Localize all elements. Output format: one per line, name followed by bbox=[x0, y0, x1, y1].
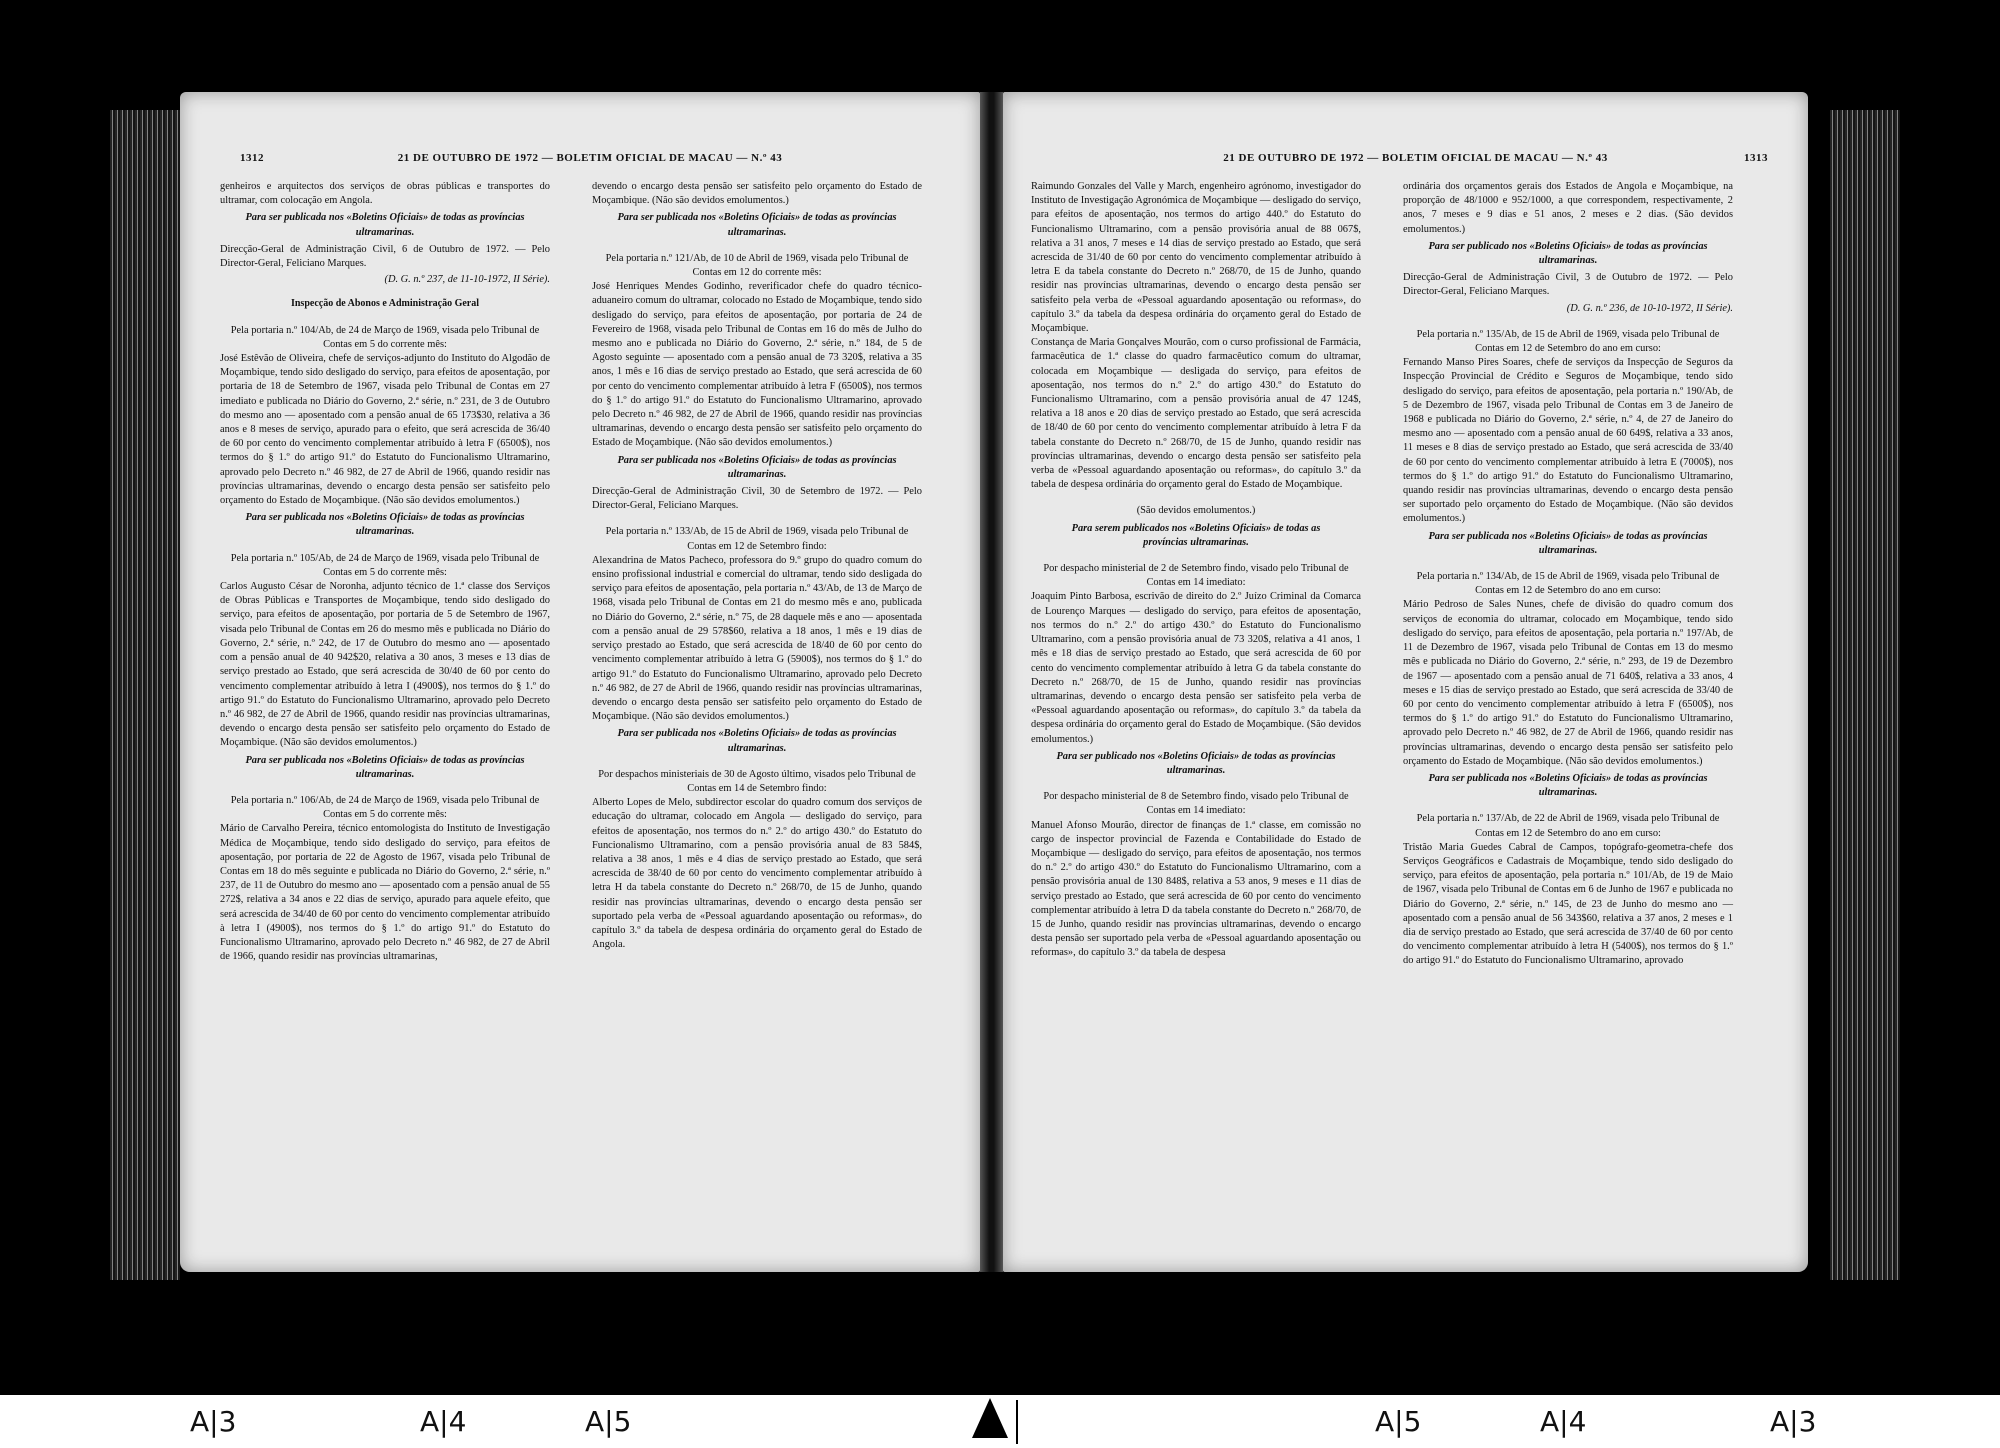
gazette-reference: (D. G. n.º 236, de 10-10-1972, II Série). bbox=[1566, 302, 1733, 314]
decree-intro: Por despacho ministerial de 8 de Setembro findo, visado pelo Tribunal de Contas em 14 imediato: bbox=[1043, 791, 1349, 817]
signature-line: Direcção-Geral de Administração Civil, 30 de Setembro de 1972. — Pelo Director-Geral, Feliciano Marques. bbox=[592, 486, 922, 512]
paragraph: Manuel Afonso Mourão, director de finanças de 1.ª classe, em comissão no cargo de inspector provincial de Fazenda e Contabilidade do Estado de Moçambique — desligado do serviço, para efeitos de aposentação, nos termos do n.º 2.º do artigo 430.º do Estatuto do Funcionalismo Ultramarino, com a pensão provisória anual de 130 848$, relativa a 53 anos, 9 meses e 11 dias de serviço prestado ao Estado, que será acrescida de 60 por cento do vencimento complementar atribuído à letra D da tabela constante do Decreto n.º 268/70, de 15 de Junho, quando residir nas províncias ultramarinas, devendo o encargo desta pensão ser suportado pela verba de «Pessoal aguardando aposentação ou reformas», do capítulo 3.º da tabela de despesa bbox=[1031, 819, 1361, 959]
right-col-1 bbox=[1031, 180, 1361, 961]
paragraph: Alberto Lopes de Melo, subdirector escolar do quadro comum dos serviços de educação do ultramar, colocado em Angola — desligado do serviço, para efeitos de aposentação, nos termos do n.º 2.º do artigo 430.º do Estatuto do Funcionalismo Ultramarino, com a pensão provisória anual de 83 584$, relativa a 38 anos, 1 mês e 4 dias de serviço prestado ao Estado, que será acrescida de 38/40 de 60 por cento do vencimento complementar atribuído à letra H da tabela constante do Decreto n.º 268/70, de 15 de Junho, quando residir nas províncias ultramarinas, devendo o encargo desta pensão ser suportado pela verba de «Pessoal aguardando aposentação ou reformas», do capítulo 3.º da tabela de despesa ordinária do orçamento geral do Estado de Angola. bbox=[592, 797, 922, 951]
film-mark: A|4 bbox=[420, 1405, 467, 1438]
paragraph: Carlos Augusto César de Noronha, adjunto técnico de 1.ª classe dos Serviços de Obras Públicas e Transportes de Moçambique, tendo sido desligado do serviço, para efeitos de aposentação, por portaria de 5 de Setembro de 1967, visada pelo Tribunal de Contas em 26 do mesmo mês e publicada no Diário do Governo, 2.ª série, n.º 242, de 17 de Outubro do mesmo ano — aposentado com a pensão anual de 40 942$20, relativa a 30 anos, 3 meses e 13 dias de serviço prestado ao Estado, que será acrescida de 30/40 de 60 por cento do vencimento complementar atribuído à letra I (4900$), nos termos do § 1.º do artigo 91.º do Estatuto do Funcionalismo Ultramarino, aprovado pelo Decreto n.º 46 982, de 27 de Abril de 1966, quando residir nas províncias ultramarinas, devendo o encargo desta pensão ser satisfeito pelo orçamento do Estado de Moçambique. (Não são devidos emolumentos.) bbox=[220, 581, 550, 749]
publication-note: Para ser publicada nos «Boletins Oficiais» de todas as províncias ultramarinas. bbox=[617, 454, 897, 480]
gazette-reference: (D. G. n.º 237, de 11-10-1972, II Série). bbox=[384, 274, 550, 286]
section-heading: Inspecção de Abonos e Administração Geral bbox=[290, 298, 480, 310]
publication-note: Para ser publicado nos «Boletins Oficiais» de todas as províncias ultramarinas. bbox=[1428, 240, 1708, 267]
right-page bbox=[1003, 92, 1808, 1272]
publication-note: Para serem publicados nos «Boletins Oficiais» de todas as províncias ultramarinas. bbox=[1071, 522, 1321, 548]
signature-line: Direcção-Geral de Administração Civil, 6 de Outubro de 1972. — Pelo Director-Geral, Feliciano Marques. bbox=[220, 243, 550, 270]
signature-line: Direcção-Geral de Administração Civil, 3 de Outubro de 1972. — Pelo Director-Geral, Feliciano Marques. bbox=[1403, 272, 1733, 298]
film-center-tick bbox=[1016, 1400, 1018, 1444]
publication-note: Para ser publicado nos «Boletins Oficiais» de todas as províncias ultramarinas. bbox=[1056, 750, 1336, 776]
decree-intro: Pela portaria n.º 105/Ab, de 24 de Março de 1969, visada pelo Tribunal de Contas em 5 do corrente mês: bbox=[230, 552, 540, 578]
film-mark: A|3 bbox=[1770, 1405, 1817, 1438]
publication-note: Para ser publicada nos «Boletins Oficiais» de todas as províncias ultramarinas. bbox=[617, 212, 897, 238]
book-gutter bbox=[980, 92, 1003, 1272]
publication-note: Para ser publicada nos «Boletins Oficiais» de todas as províncias ultramarinas. bbox=[617, 728, 897, 754]
publication-note: Para ser publicada nos «Boletins Oficiais» de todas as províncias ultramarinas. bbox=[1428, 772, 1708, 799]
left-page bbox=[180, 92, 980, 1272]
right-col-2 bbox=[1403, 180, 1733, 969]
right-page-number: 1313 bbox=[1744, 152, 1768, 164]
decree-intro: Pela portaria n.º 104/Ab, de 24 de Março de 1969, visada pelo Tribunal de Contas em 5 do corrente mês: bbox=[230, 324, 540, 350]
decree-intro: Pela portaria n.º 135/Ab, de 15 de Abril de 1969, visada pelo Tribunal de Contas em 12 de Setembro do ano em curso: bbox=[1416, 328, 1720, 355]
decree-intro: Por despachos ministeriais de 30 de Agosto último, visados pelo Tribunal de Contas em 14 de Setembro findo: bbox=[598, 768, 916, 794]
paragraph: Alexandrina de Matos Pacheco, professora do 9.º grupo do quadro comum do ensino profissional industrial e comercial do ultramar, tendo sido desligada do serviço para efeitos de aposentação, pela portaria n.º 43/Ab, de 13 de Março de 1968, visada pelo Tribunal de Contas em 21 do mesmo mês e ano, publicada no Diário do Governo, 2.ª série, n.º 75, de 28 daquele mês e ano — aposentada com a pensão anual de 29 578$60, relativa a 18 anos, 1 mês e 19 dias de serviço prestado ao Estado, que será acrescida de 18/40 de 60 por cento do vencimento complementar atribuído à letra G (5900$), nos termos do § 1.º do artigo 91.º do Estatuto do Funcionalismo Ultramarino, aprovado pelo Decreto n.º 46 982, de 27 de Abril de 1966, quando residir nas províncias ultramarinas, devendo o encargo desta pensão ser satisfeito pelo orçamento do Estado de Moçambique. (Não são devidos emolumentos.) bbox=[592, 554, 922, 723]
right-running-head bbox=[1063, 152, 1768, 170]
film-mark: A|4 bbox=[1540, 1405, 1587, 1438]
left-head-title: 21 DE OUTUBRO DE 1972 — BOLETIM OFICIAL DE MACAU — N.º 43 bbox=[397, 152, 783, 164]
paragraph: Mário Pedroso de Sales Nunes, chefe de divisão do quadro comum dos serviços de economia do ultramar, colocado em Moçambique, tendo sido desligado do serviço, para efeitos de aposentação, pela portaria n.º 197/Ab, de 11 de Dezembro de 1967, visada pelo Tribunal de Contas em 13 do mesmo mês e publicada no Diário do Governo, 2.ª série, n.º 293, de 19 de Dezembro de 1967 — aposentado com a pensão anual de 71 640$, relativa a 33 anos, 4 meses e 15 dias de serviço prestado ao Estado, que será acrescida de 33/40 de 60 por cento do vencimento complementar atribuído à letra F (6500$), nos termos do § 1.º do artigo 91.º do Estatuto do Funcionalismo Ultramarino, aprovado pelo Decreto n.º 46 982, de 27 de Abril de 1966, quando residir nas províncias ultramarinas, devendo o encargo desta pensão ser satisfeito pelo orçamento do Estado de Moçambique. (Não são devidos emolumentos.) bbox=[1403, 599, 1733, 767]
left-page-number: 1312 bbox=[240, 152, 264, 164]
publication-note: Para ser publicada nos «Boletins Oficiais» de todas as províncias ultramarinas. bbox=[245, 212, 525, 238]
decree-intro: Pela portaria n.º 106/Ab, de 24 de Março de 1969, visada pelo Tribunal de Contas em 5 do corrente mês: bbox=[230, 794, 540, 821]
paragraph: Raimundo Gonzales del Valle y March, engenheiro agrónomo, investigador do Instituto de Investigação Agronómica de Moçambique — desligado do serviço, para efeitos de aposentação, nos termos do artigo 440.º do Estatuto do Funcionalismo Ultramarino, com a pensão provisória anual de 88 067$, relativa a 31 anos, 7 meses e 14 dias de serviço prestado ao Estado, que será acrescida de 31/40 de 60 por cento do vencimento complementar atribuído à letra E da tabela constante do Decreto n.º 268/70, de 15 de Junho, quando residir nas províncias ultramarinas, devendo o encargo desta pensão ser satisfeito pela verba de «Pessoal aguardando aposentação ou reformas», do capítulo 3.º da tabela da despesa ordinária do orçamento geral do Estado de Moçambique. bbox=[1031, 181, 1361, 335]
right-head-title: 21 DE OUTUBRO DE 1972 — BOLETIM OFICIAL DE MACAU — N.º 43 bbox=[1223, 152, 1608, 164]
left-running-head bbox=[240, 152, 940, 170]
paragraph: devendo o encargo desta pensão ser satisfeito pelo orçamento do Estado de Moçambique. (Não são devidos emolumentos.) bbox=[592, 181, 922, 207]
decree-intro: Pela portaria n.º 133/Ab, de 15 de Abril de 1969, visada pelo Tribunal de Contas em 12 de Setembro findo: bbox=[605, 526, 909, 552]
paragraph: Constança de Maria Gonçalves Mourão, com o curso profissional de Farmácia, farmacêutica de 1.ª classe do quadro farmacêutico comum do ultramar, colocada em Moçambique — desligada do serviço, para efeitos de aposentação, nos termos do n.º 2.º do artigo 430.º do Estatuto do Funcionalismo Ultramarino, com a pensão provisória anual de 47 124$, relativa a 18 anos e 20 dias de serviço prestado ao Estado, que será acrescida de 18/40 de 60 por cento do vencimento complementar atribuído à letra F da tabela constante do Decreto n.º 268/70, de 15 de Junho, quando residir nas províncias ultramarinas, devendo o encargo desta pensão ser satisfeito pela verba de «Pessoal aguardando aposentação ou reformas», do capítulo 3.º da tabela de despesa ordinária do orçamento geral do Estado de Moçambique. bbox=[1031, 337, 1361, 491]
film-notch bbox=[972, 1398, 1008, 1438]
film-mark: A|5 bbox=[1375, 1405, 1422, 1438]
publication-note: Para ser publicada nos «Boletins Oficiais» de todas as províncias ultramarinas. bbox=[1428, 530, 1708, 556]
left-col-1 bbox=[220, 180, 550, 964]
decree-intro: Pela portaria n.º 137/Ab, de 22 de Abril de 1969, visada pelo Tribunal de Contas em 12 de Setembro do ano em curso: bbox=[1416, 813, 1720, 839]
paragraph: Fernando Manso Pires Soares, chefe de serviços da Inspecção de Seguros da Inspecção Provincial de Crédito e Seguros de Moçambique, tendo sido desligado do serviço, para efeitos de aposentação, pela portaria n.º 190/Ab, de 5 de Dezembro de 1967, visada pelo Tribunal de Contas em 3 de Janeiro de 1968 e publicada no Diário do Governo, 2.ª série, n.º 4, de 27 de Janeiro do mesmo ano — aposentado com a pensão anual de 60 649$, relativa a 33 anos, 11 meses e 8 dias de serviço prestado ao Estado, que será acrescida de 33/40 de 60 por cento do vencimento complementar atribuído à letra E (7000$), nos termos do § 1.º do artigo 91.º do Estatuto do Funcionalismo Ultramarino, quando residir nas províncias ultramarinas, devendo o encargo desta pensão ser suportado pelo orçamento do Estado de Moçambique. (Não são devidos emolumentos.) bbox=[1403, 357, 1733, 525]
left-page-edges bbox=[110, 110, 180, 1280]
decree-intro: Pela portaria n.º 134/Ab, de 15 de Abril de 1969, visada pelo Tribunal de Contas em 12 de Setembro do ano em curso: bbox=[1416, 571, 1720, 597]
film-mark: A|5 bbox=[585, 1405, 632, 1438]
decree-intro: Por despacho ministerial de 2 de Setembro findo, visado pelo Tribunal de Contas em 14 imediato: bbox=[1043, 563, 1349, 589]
publication-note: Para ser publicada nos «Boletins Oficiais» de todas as províncias ultramarinas. bbox=[245, 754, 525, 780]
left-col-2 bbox=[592, 180, 922, 952]
publication-note: Para ser publicada nos «Boletins Oficiais» de todas as províncias ultramarinas. bbox=[245, 512, 525, 538]
paragraph: José Henriques Mendes Godinho, reverificador chefe do quadro técnico-aduaneiro comum do ultramar, colocado no Estado de Moçambique, tendo sido desligado do serviço, para efeitos de aposentação, por portaria de 24 de Fevereiro de 1968, visada pelo Tribunal de Contas em 16 do mês de Julho do mesmo ano e publicada no Diário do Governo, 2.ª série, n.º 184, de 5 de Agosto seguinte — aposentado com a pensão anual de 73 320$, relativa a 35 anos, 1 mês e 16 dias de serviço prestado ao Estado, que será acrescida de 60 por cento do vencimento complementar atribuído à letra F (6500$), nos termos do § 1.º do artigo 91.º do Estatuto do Funcionalismo Ultramarino, aprovado pelo Decreto n.º 46 982, de 27 de Abril de 1966, quando residir nas províncias ultramarinas, devendo o encargo desta pensão ser satisfeito pelo orçamento do Estado de Moçambique. (Não são devidos emolumentos.) bbox=[592, 281, 922, 449]
paragraph: Tristão Maria Guedes Cabral de Campos, topógrafo-geometra-chefe dos Serviços Geográficos e Cadastrais de Moçambique, tendo sido desligado do serviço, para efeitos de aposentação, pela portaria n.º 101/Ab, de 19 de Maio de 1967, visada pelo Tribunal de Contas em 6 de Junho de 1967 e publicada no Diário do Governo, 2.ª série, n.º 145, de 23 de Junho do mesmo ano — aposentado com a pensão anual de 56 343$60, relativa a 37 anos, 2 meses e 1 dia de serviço prestado ao Estado, que será acrescida de 37/40 de 60 por cento do vencimento complementar atribuído à letra H (5400$), nos termos do § 1.º do artigo 91.º do Estatuto do Funcionalismo Ultramarino, aprovado bbox=[1403, 841, 1733, 967]
film-mark: A|3 bbox=[190, 1405, 237, 1438]
paragraph: Mário de Carvalho Pereira, técnico entomologista do Instituto de Investigação Médica de Moçambique, tendo sido desligado do serviço, para efeitos de aposentação, por portaria de 22 de Agosto de 1967, visada pelo Tribunal de Contas em 18 do mês seguinte e publicada no Diário do Governo, 2.ª série, n.º 237, de 11 de Outubro do mesmo ano — aposentado com a pensão anual de 55 272$, relativa a 34 anos e 22 dias de serviço, apurado para aquele efeito, que será acrescida de 34/40 de 60 por cento do vencimento complementar atribuído à letra I (4900$), nos termos do § 1.º do artigo 91.º do Estatuto do Funcionalismo Ultramarino, aprovado pelo Decreto n.º 46 982, de 27 de Abril de 1966, quando residir nas províncias ultramarinas, bbox=[220, 823, 550, 963]
right-page-edges bbox=[1830, 110, 1900, 1280]
paragraph: José Estêvão de Oliveira, chefe de serviços-adjunto do Instituto do Algodão de Moçambique, tendo sido desligado do serviço, para efeitos de aposentação, por portaria de 18 de Setembro de 1967, visada pelo Tribunal de Contas em 27 imediato e publicada no Diário do Governo, 2.ª série, n.º 231, de 3 de Outubro do mesmo ano — aposentado com a pensão anual de 65 173$30, relativa a 36 anos e 8 meses de serviço, apurado para o efeito, que será acrescida de 36/40 de 60 por cento do vencimento complementar atribuído à letra F (6500$), nos termos do § 1.º do artigo 91.º do Estatuto do Funcionalismo Ultramarino, aprovado pelo Decreto n.º 46 982, de 27 de Abril de 1966, quando residir nas províncias ultramarinas, devendo o encargo desta pensão ser satisfeito pelo orçamento do Estado de Moçambique. (Não são devidos emolumentos.) bbox=[220, 353, 550, 507]
emoluments-note: (São devidos emolumentos.) bbox=[1136, 505, 1256, 517]
decree-intro: Pela portaria n.º 121/Ab, de 10 de Abril de 1969, visada pelo Tribunal de Contas em 12 do corrente mês: bbox=[605, 252, 909, 279]
paragraph: ordinária dos orçamentos gerais dos Estados de Angola e Moçambique, na proporção de 48/1000 e 952/1000, a que correspondem, respectivamente, 2 anos, 7 meses e 9 dias e 51 anos, 2 meses e 2 dias. (São devidos emolumentos.) bbox=[1403, 181, 1733, 235]
paragraph: Joaquim Pinto Barbosa, escrivão de direito do 2.º Juízo Criminal da Comarca de Lourenço Marques — desligado do serviço, para efeitos de aposentação, nos termos do n.º 2.º do artigo 430.º do Estatuto do Funcionalismo Ultramarino, com a pensão provisória anual de 73 320$, relativa a 41 anos, 1 mês e 18 dias de serviço prestado ao Estado, que será acrescida de 60 por cento do vencimento complementar atribuído à letra G da tabela constante do Decreto n.º 268/70, de 15 de Junho, quando residir nas províncias ultramarinas, devendo o encargo desta pensão ser satisfeito pela verba de «Pessoal aguardando aposentação ou reformas», do capítulo 3.º da tabela da despesa ordinária do orçamento geral do Estado de Moçambique. (São devidos emolumentos.) bbox=[1031, 591, 1361, 745]
paragraph: genheiros e arquitectos dos serviços de obras públicas e transportes do ultramar, com colocação em Angola. bbox=[220, 181, 550, 207]
